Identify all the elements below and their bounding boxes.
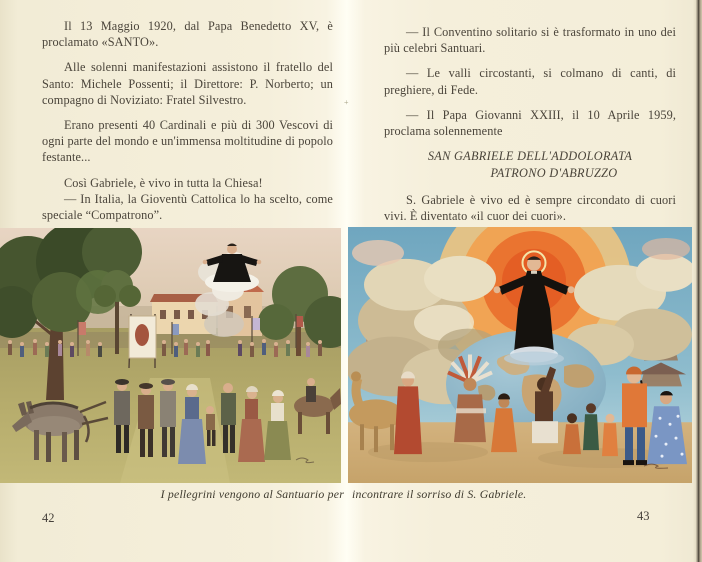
- illustration-caption-left: I pellegrini vengono al Santuario per: [160, 487, 344, 501]
- paragraph: Alle solenni manifestazioni assistono il fratello del Santo: Michele Possenti; il Direttore: P. Norberto; un compagno di Noviziato: Fratel Silvestro.: [42, 60, 333, 107]
- illustration-caption-right: incontrare il sorriso di S. Gabriele.: [352, 487, 527, 501]
- paragraph: S. Gabriele è vivo ed è sempre circondato di cuori vivi. È diventato «il cuor dei cuori».: [384, 193, 676, 224]
- paragraph: — Il Conventino solitario si è trasformato in uno dei più celebri Santuari.: [384, 25, 676, 56]
- saint-globe-illustration-art: [348, 227, 692, 483]
- saint-title-line2: PATRONO D'ABRUZZO: [490, 166, 618, 181]
- print-registration-mark: +: [344, 98, 349, 107]
- book-page-edge: [693, 0, 702, 562]
- procession-illustration: [0, 228, 341, 483]
- page-number-right: 43: [637, 509, 650, 523]
- paragraph: — Le valli circostanti, si colmano di canti, di preghiere, di Fede.: [384, 66, 676, 97]
- paragraph: Così Gabriele, è vivo in tutta la Chiesa!: [64, 175, 263, 190]
- right-page-text: [384, 24, 676, 234]
- saint-globe-illustration: [348, 227, 692, 483]
- left-page-text: [42, 18, 333, 232]
- paragraph: Il 13 Maggio 1920, dal Papa Benedetto XV, è proclamato «SANTO».: [42, 19, 333, 50]
- paragraph: — Il Papa Giovanni XXIII, il 10 Aprile 1959, proclama solennemente: [384, 107, 676, 139]
- paragraph: Erano presenti 40 Cardinali e più di 300 Vescovi di ogni parte del mondo e un'immensa moltitudine di popolo festante...: [42, 118, 333, 165]
- page-number-left: 42: [42, 511, 55, 525]
- procession-illustration-art: [0, 228, 341, 483]
- saint-title-heading: [384, 148, 676, 182]
- paragraph: — In Italia, la Gioventù Cattolica lo ha scelto, come speciale “Compatrono”.: [42, 191, 333, 223]
- saint-title-line1: SAN GABRIELE DELL'ADDOLORATA: [427, 149, 633, 164]
